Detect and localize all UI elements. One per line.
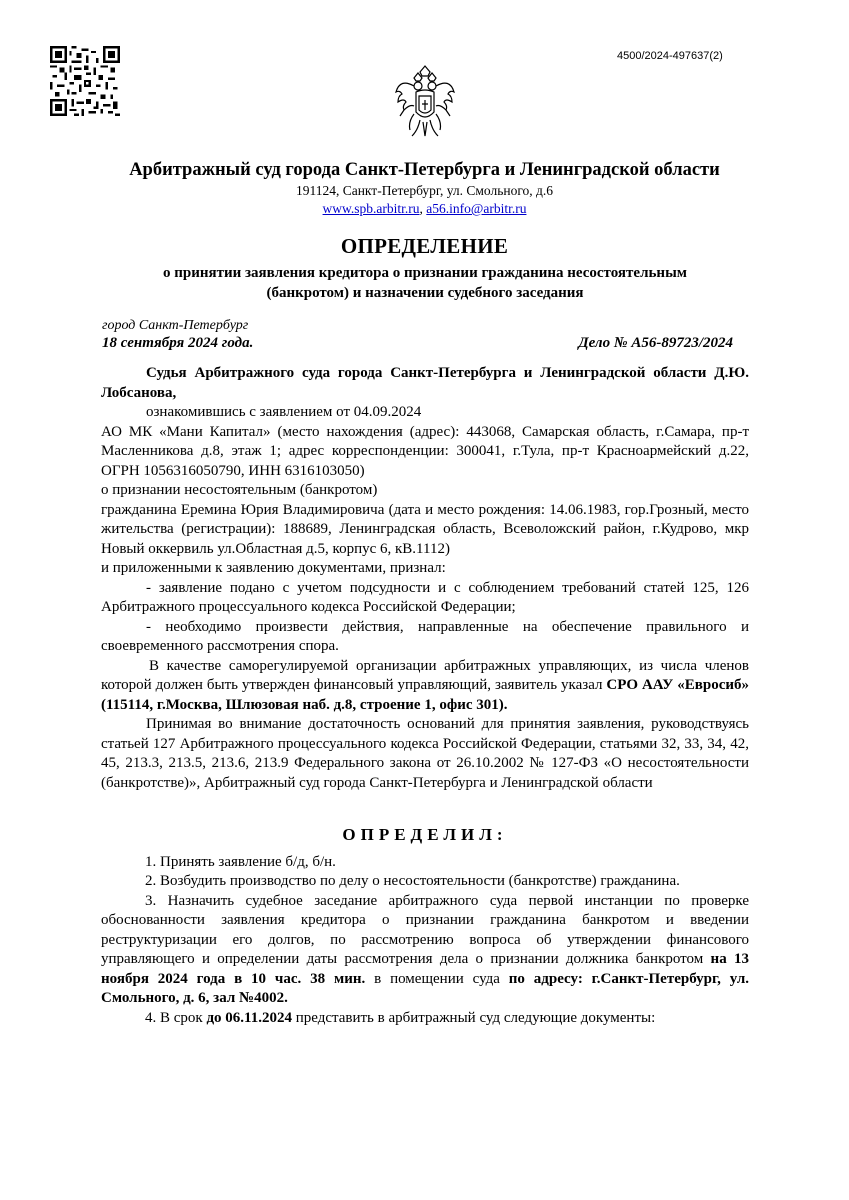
sro-paragraph: [101, 657, 749, 716]
court-address: 191124, Санкт-Петербург, ул. Смольного, д.6: [295, 183, 554, 198]
hearing-place: по адресу: г.Санкт-Петербург, ул. Смольного, д. 6, зал №4002.: [101, 970, 750, 1006]
decided-heading: ОПРЕДЕЛИЛ:: [342, 825, 508, 844]
finding-2-paragraph: - необходимо произвести действия, направленные на обеспечение правильного и своевременного рассмотрения спора.: [101, 618, 749, 654]
sro-text: В качестве саморегулируемой организации арбитражных управляющих, из числа членов которой должен быть утвержден финансовый управляющий, заявитель указал: [101, 657, 749, 693]
contacts-separator: ,: [419, 201, 427, 216]
legal-basis-paragraph: Принимая во внимание достаточность оснований для принятия заявления, руководствуясь статьей 127 Арбитражного процессуального кодекса Российской Федерации, статьями 32, 33, 34, 42, 45, 213.3, 213.5, 213.6, 213.9 Федерального закона от 26.10.2002 № 127-ФЗ «О несостоятельности (банкротстве)», Арбитражный суд города Санкт-Петербурга и Ленинградской области: [101, 716, 749, 791]
sro-name: СРО ААУ «Евросиб» (115114, г.Москва, Шлюзовая наб. д.8, строение 1, офис 301).: [101, 677, 749, 713]
finding-1-paragraph: - заявление подано с учетом подсудности и с соблюдением требований статей 125, 126 Арбитражного процессуального кодекса Российской Федерации;: [101, 579, 749, 615]
document-type-title: ОПРЕДЕЛЕНИЕ: [340, 234, 509, 258]
coat-of-arms-emblem: [390, 64, 460, 140]
court-contacts: [0, 201, 849, 217]
decision-item-2: 2. Возбудить производство по делу о несостоятельности (банкротстве) гражданина.: [145, 873, 680, 889]
document-number: 4500/2024-497637(2): [617, 50, 723, 62]
decision-item-4: [101, 1009, 749, 1029]
city: город Санкт-Петербург: [102, 318, 249, 333]
decision-date: 18 сентября 2024 года.: [102, 335, 254, 351]
item-4-pre: 4. В срок: [145, 1009, 203, 1026]
item-4-post: представить в арбитражный суд следующие документы:: [295, 1009, 656, 1026]
case-number: Дело № А56-89723/2024: [578, 335, 733, 351]
decision-item-3: [101, 892, 749, 1009]
documents-paragraph: и приложенными к заявлению документами, признал:: [101, 560, 446, 576]
subject-paragraph: о признании несостоятельным (банкротом): [101, 482, 378, 498]
debtor-paragraph: гражданина Еремина Юрия Владимировича (дата и место рождения: 14.06.1983, гор.Грозный, место жительства (регистрации): 188689, Ленинградская область, Всеволожский район, г.Кудрово, мкр Новый оккервиль ул.Областная д.5, корпус 6, кВ.1112): [101, 501, 749, 557]
email-link[interactable]: a56.info@arbitr.ru: [426, 201, 527, 216]
decision-item-1: 1. Принять заявление б/д, б/н.: [145, 853, 336, 870]
document-body: [101, 364, 749, 1028]
documents-deadline: до 06.11.2024: [206, 1009, 292, 1026]
hearing-datetime: на 13 ноября 2024 года в 10 час. 38 мин.: [101, 951, 749, 987]
item-3-mid: в помещении суда: [374, 970, 500, 987]
item-3-text: 3. Назначить судебное заседание арбитражного суда первой инстанции по проверке обоснованности заявления кредитора о признании гражданина банкротом и введении реструктуризации его долгов, по рассмотрению вопроса об утверждении финансового управляющего и определении даты рассмотрения дела о признании должника банкротом: [101, 892, 749, 967]
qr-code: [50, 46, 120, 116]
court-name: Арбитражный суд города Санкт-Петербурга и Ленинградской области: [129, 160, 720, 180]
judge-paragraph: Судья Арбитражного суда города Санкт-Петербурга и Ленинградской области Д.Ю. Лобсанова,: [101, 365, 749, 401]
reviewed-paragraph: ознакомившись с заявлением от 04.09.2024: [146, 404, 422, 420]
website-link[interactable]: www.spb.arbitr.ru: [322, 201, 420, 216]
document-subtitle: о принятии заявления кредитора о признании гражданина несостоятельным (банкротом) и назначении судебного заседания: [162, 265, 687, 301]
applicant-paragraph: АО МК «Мани Капитал» (место нахождения (адрес): 443068, Самарская область, г.Самара, пр-т Масленникова д.8, этаж 1; адрес корреспонденции: 300041, г.Тула, пр-т Красноармейский д.22, ОГРН 1056316050790, ИНН 6316103050): [101, 423, 749, 479]
